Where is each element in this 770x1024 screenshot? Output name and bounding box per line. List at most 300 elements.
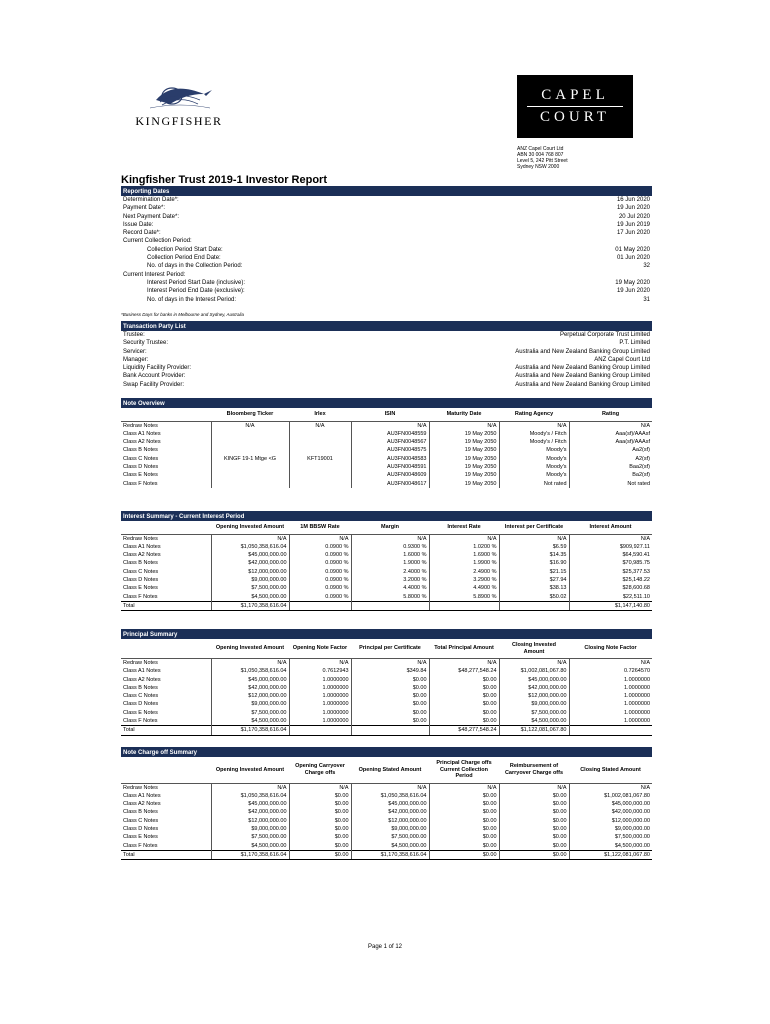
note-overview-table [121, 408, 652, 488]
column-header: Opening Carryover Charge offs [295, 763, 345, 776]
row-label: Class A2 Notes [123, 552, 161, 559]
table-cell: 0.0900 % [289, 559, 351, 567]
table-cell: 0.9300 % [351, 543, 429, 551]
row-label: Redraw Notes [121, 659, 211, 668]
column-header: 1M BBSW Rate [300, 524, 340, 530]
table-row [121, 709, 652, 717]
table-cell: 0.0900 % [289, 551, 351, 559]
table-cell: 1.0000000 [289, 676, 351, 684]
table-row [121, 684, 652, 692]
table-cell [211, 438, 289, 446]
column-header [121, 408, 211, 421]
table-cell: Aaa(sf)/AAAsf [569, 438, 652, 446]
chargeoff-summary-table [121, 757, 652, 860]
reporting-dates-section [121, 186, 652, 304]
kv-row [121, 296, 652, 304]
table-cell: 1.6900 % [429, 551, 499, 559]
table-cell: $6.59 [499, 543, 569, 551]
table-cell: 3.2000 % [351, 576, 429, 584]
table-row [121, 659, 652, 668]
kv-label: Issue Date: [123, 221, 154, 228]
table-cell: $9,000,000.00 [211, 576, 289, 584]
table-cell: $0.00 [499, 808, 569, 816]
table-cell: 19 May 2050 [429, 430, 499, 438]
business-days-note: *Business Days for banks in Melbourne and Sydney, Australia [121, 312, 245, 317]
table-cell: $45,000,000.00 [211, 800, 289, 808]
table-cell: $0.00 [289, 800, 351, 808]
table-cell: 4.4000 % [351, 584, 429, 592]
table-cell: 5.8900 % [429, 593, 499, 602]
table-cell: $1,170,358,616.04 [351, 850, 429, 859]
table-cell: N/A [429, 783, 499, 792]
table-cell: $64,590.41 [569, 551, 652, 559]
table-cell: N/A [429, 659, 499, 668]
kv-row [121, 331, 652, 339]
table-cell: $0.00 [429, 833, 499, 841]
row-label: Class B Notes [123, 809, 158, 816]
table-cell: N/A [569, 783, 652, 792]
column-header: Closing Stated Amount [580, 766, 641, 773]
table-cell: N/A [429, 421, 499, 430]
column-header: Closing Note Factor [584, 645, 637, 652]
table-cell: $7,500,000.00 [499, 709, 569, 717]
table-cell: $12,000,000.00 [569, 817, 652, 825]
column-header: Closing Invested Amount [511, 642, 556, 655]
table-cell: 0.0900 % [289, 576, 351, 584]
table-cell: $12,000,000.00 [211, 568, 289, 576]
column-header [121, 521, 211, 534]
row-label: Redraw Notes [121, 534, 211, 543]
kv-value: Australia and New Zealand Banking Group Limited [515, 365, 650, 372]
address-line: Sydney NSW 2000 [517, 164, 560, 170]
table-cell: N/A [289, 659, 351, 668]
table-cell: AU3FN0048617 [351, 480, 429, 488]
table-cell: $0.00 [289, 842, 351, 851]
table-cell: $0.00 [429, 684, 499, 692]
kv-label: Swap Facility Provider: [123, 381, 185, 388]
address-line: Level 5, 242 Pitt Street [517, 158, 568, 164]
table-cell: N/A [351, 659, 429, 668]
table-row [121, 576, 652, 584]
page-number: Page 1 of 12 [367, 944, 403, 950]
table-cell: $4,500,000.00 [211, 717, 289, 726]
table-cell: N/A [569, 534, 652, 543]
table-cell: $1,002,081,067.80 [569, 792, 652, 800]
table-cell: $0.00 [351, 684, 429, 692]
table-cell: $1,050,358,616.04 [211, 667, 289, 675]
table-cell: $0.00 [429, 792, 499, 800]
table-cell: 4.4900 % [429, 584, 499, 592]
table-cell: AU3FN0048575 [351, 446, 429, 454]
table-cell: AU3FN0048609 [351, 471, 429, 479]
table-row [121, 430, 652, 438]
table-cell: 1.0000000 [289, 692, 351, 700]
table-header-row [121, 639, 652, 659]
table-cell: $45,000,000.00 [211, 551, 289, 559]
table-row [121, 543, 652, 551]
table-cell: A2(sf) [569, 455, 652, 463]
kv-label: Current Interest Period: [123, 271, 186, 278]
table-cell: AU3FN0048559 [351, 430, 429, 438]
table-row [121, 825, 652, 833]
table-cell: 1.0000000 [569, 709, 652, 717]
kv-row [121, 356, 652, 364]
section-header: Principal Summary [121, 631, 652, 639]
interest-summary-section [121, 511, 652, 611]
table-cell: 0.0900 % [289, 543, 351, 551]
table-cell: 0.0900 % [289, 593, 351, 602]
kv-row [121, 348, 652, 356]
row-label: Class C Notes [123, 817, 159, 824]
kv-value: 19 Jun 2020 [616, 288, 650, 295]
table-row [121, 800, 652, 808]
transaction-party-section [121, 321, 652, 389]
table-cell: $1,170,358,616.04 [211, 850, 289, 859]
table-cell: $0.00 [499, 800, 569, 808]
kv-row [121, 287, 652, 295]
kv-row [121, 381, 652, 389]
table-row [121, 676, 652, 684]
table-cell: 0.0900 % [289, 584, 351, 592]
table-cell: 0.7612943 [289, 667, 351, 675]
kv-label: Payment Date*: [123, 205, 166, 212]
kv-value: 19 May 2020 [615, 279, 650, 286]
kv-label: No. of days in the Interest Period: [147, 296, 237, 303]
table-cell: $7,500,000.00 [211, 833, 289, 841]
table-cell: $25,148.22 [569, 576, 652, 584]
kv-label: No. of days in the Collection Period: [147, 263, 243, 270]
kv-row [121, 339, 652, 347]
table-cell [211, 480, 289, 488]
section-header: Transaction Party List [121, 323, 652, 331]
column-header: Rating [601, 411, 620, 417]
capel-logo-rule [527, 106, 623, 107]
column-header: Opening Invested Amount [215, 524, 285, 530]
row-label: Redraw Notes [121, 783, 211, 792]
column-header: Total Principal Amount [434, 645, 494, 652]
row-label: Total [121, 726, 211, 735]
row-label: Class E Notes [123, 834, 158, 841]
table-row [121, 480, 652, 488]
table-cell: $7,500,000.00 [211, 584, 289, 592]
table-cell: Ba2(sf) [569, 471, 652, 479]
table-cell: N/A [351, 534, 429, 543]
table-row [121, 584, 652, 592]
table-cell: N/A [499, 421, 569, 430]
table-cell: $0.00 [429, 808, 499, 816]
column-header: Maturity Date [446, 411, 482, 417]
table-cell: $0.00 [429, 800, 499, 808]
kv-value: Perpetual Corporate Trust Limited [559, 332, 650, 338]
row-label: Class C Notes [123, 693, 159, 700]
row-label: Class A2 Notes [123, 439, 161, 446]
kv-row [121, 271, 652, 279]
table-cell: $349.84 [351, 667, 429, 675]
kv-label: Bank Account Provider: [123, 373, 186, 380]
kv-label: Current Collection Period: [123, 238, 192, 245]
row-label: Class A1 Notes [123, 792, 161, 799]
row-label: Class D Notes [123, 825, 159, 832]
table-cell: 1.9900 % [429, 559, 499, 567]
kv-row [121, 246, 652, 254]
table-cell: $14.35 [499, 551, 569, 559]
table-cell [289, 601, 351, 610]
row-label: Class D Notes [123, 701, 159, 708]
principal-summary-section [121, 629, 652, 736]
table-cell: $50.02 [499, 593, 569, 602]
table-row [121, 692, 652, 700]
table-cell: 1.0000000 [569, 684, 652, 692]
table-cell: $9,000,000.00 [499, 700, 569, 708]
table-cell [211, 430, 289, 438]
table-row [121, 463, 652, 471]
table-cell: N/A [211, 783, 289, 792]
table-cell: $1,050,358,616.04 [351, 792, 429, 800]
table-cell: Moody's / Fitch [499, 430, 569, 438]
row-label: Class A2 Notes [123, 676, 161, 683]
kv-row [121, 262, 652, 270]
table-cell: N/A [499, 534, 569, 543]
kv-value: 16 Jun 2020 [616, 197, 650, 203]
table-header-row [121, 757, 652, 783]
table-header-row [121, 408, 652, 421]
table-cell: N/A [289, 421, 351, 430]
section-header: Reporting Dates [121, 188, 652, 196]
table-row [121, 421, 652, 430]
table-cell: 2.4900 % [429, 568, 499, 576]
table-cell [289, 726, 351, 735]
column-header: Margin [380, 524, 400, 530]
table-cell: $42,000,000.00 [211, 559, 289, 567]
kv-row [121, 196, 652, 204]
column-header: Irlex [314, 411, 326, 417]
table-cell [289, 430, 351, 438]
row-label: Class D Notes [123, 576, 159, 583]
table-cell: $42,000,000.00 [211, 808, 289, 816]
table-cell: $22,511.10 [569, 593, 652, 602]
table-cell: KINGF 19-1 Mtge <G [211, 455, 289, 463]
table-cell: $0.00 [289, 792, 351, 800]
table-cell: N/A [351, 421, 429, 430]
table-cell: $27.94 [499, 576, 569, 584]
table-cell: $70,985.75 [569, 559, 652, 567]
table-cell: AU3FN0048591 [351, 463, 429, 471]
table-cell: $0.00 [289, 817, 351, 825]
table-cell: Not rated [499, 480, 569, 488]
table-cell: 0.7264570 [569, 667, 652, 675]
kv-value: Australia and New Zealand Banking Group Limited [515, 381, 650, 388]
table-cell: $9,000,000.00 [569, 825, 652, 833]
table-cell: 2.4000 % [351, 568, 429, 576]
kv-row [121, 204, 652, 212]
table-cell: $0.00 [429, 842, 499, 851]
table-cell: 19 May 2050 [429, 463, 499, 471]
column-header: Opening Invested Amount [215, 766, 285, 773]
table-cell: $1,122,081,067.80 [569, 850, 652, 859]
section-header: Interest Summary - Current Interest Period [121, 513, 652, 521]
row-label: Class B Notes [123, 447, 158, 454]
table-row [121, 817, 652, 825]
table-cell: 1.0000000 [289, 709, 351, 717]
table-cell: $42,000,000.00 [569, 808, 652, 816]
table-cell: $1,122,081,067.80 [499, 726, 569, 735]
kv-label: Manager: [123, 356, 149, 363]
table-cell: $0.00 [499, 825, 569, 833]
kv-value: P.T. Limited [619, 340, 650, 347]
table-cell [289, 471, 351, 479]
table-cell: N/A [499, 783, 569, 792]
table-cell: $25,377.53 [569, 568, 652, 576]
report-title: Kingfisher Trust 2019-1 Investor Report [121, 174, 327, 186]
kv-value: ANZ Capel Court Ltd [594, 356, 650, 363]
table-cell: 19 May 2050 [429, 480, 499, 488]
column-header: Interest Rate [447, 524, 481, 530]
kv-value: Australia and New Zealand Banking Group Limited [515, 373, 650, 380]
table-cell: $21.15 [499, 568, 569, 576]
kv-label: Collection Period Start Date: [147, 246, 223, 253]
table-row [121, 455, 652, 463]
column-header: Bloomberg Ticker [226, 411, 274, 417]
kv-label: Interest Period End Date (exclusive): [147, 288, 245, 295]
table-cell: $0.00 [429, 817, 499, 825]
table-cell: Moody's [499, 446, 569, 454]
kv-value: 17 Jun 2020 [616, 230, 650, 237]
column-header: Rating Agency [514, 411, 554, 417]
table-cell: N/A [569, 421, 652, 430]
table-cell: N/A [429, 534, 499, 543]
kv-row [121, 221, 652, 229]
table-cell [351, 601, 429, 610]
row-label: Class F Notes [123, 718, 158, 725]
column-header: Principal per Certificate [359, 645, 421, 652]
table-cell [289, 463, 351, 471]
table-row [121, 667, 652, 675]
table-cell: 1.9000 % [351, 559, 429, 567]
table-cell: $4,500,000.00 [499, 717, 569, 726]
row-label: Class F Notes [123, 842, 158, 849]
table-cell: $16.90 [499, 559, 569, 567]
row-label: Total [121, 601, 211, 610]
kv-label: Trustee: [123, 332, 145, 338]
table-cell: $42,000,000.00 [351, 808, 429, 816]
table-cell: 1.0000000 [569, 676, 652, 684]
table-cell: $0.00 [499, 817, 569, 825]
table-row [121, 833, 652, 841]
principal-summary-table [121, 639, 652, 736]
table-cell: $12,000,000.00 [351, 817, 429, 825]
kv-row [121, 237, 652, 245]
table-cell: $0.00 [351, 717, 429, 726]
row-label: Total [121, 850, 211, 859]
table-cell [289, 480, 351, 488]
table-cell: $45,000,000.00 [351, 800, 429, 808]
table-cell: 1.0000000 [289, 684, 351, 692]
table-cell: $4,500,000.00 [569, 842, 652, 851]
chargeoff-summary-section [121, 747, 652, 860]
table-cell: 1.0200 % [429, 543, 499, 551]
kv-row [121, 254, 652, 262]
row-label: Class C Notes [123, 455, 159, 462]
table-cell: $0.00 [429, 692, 499, 700]
table-cell: $1,002,081,067.80 [499, 667, 569, 675]
table-cell: N/A [499, 659, 569, 668]
row-label: Class A2 Notes [123, 801, 161, 808]
table-cell [569, 726, 652, 735]
table-cell: 1.0000000 [569, 717, 652, 726]
table-cell: 19 May 2050 [429, 471, 499, 479]
table-cell: $7,500,000.00 [351, 833, 429, 841]
table-cell: N/A [289, 534, 351, 543]
total-row [121, 850, 652, 859]
address-line: ANZ Capel Court Ltd [517, 146, 564, 152]
column-header: Opening Invested Amount [215, 645, 285, 652]
kv-value: 01 May 2020 [615, 246, 650, 253]
table-cell [211, 471, 289, 479]
table-cell: $1,170,358,616.04 [211, 726, 289, 735]
kingfisher-wordmark: KINGFISHER [135, 114, 223, 128]
table-cell [289, 446, 351, 454]
table-cell: $0.00 [429, 676, 499, 684]
table-cell: N/A [289, 783, 351, 792]
table-cell: 19 May 2050 [429, 446, 499, 454]
table-cell: $45,000,000.00 [499, 676, 569, 684]
table-cell: $45,000,000.00 [211, 676, 289, 684]
table-cell: 19 May 2050 [429, 438, 499, 446]
table-cell [351, 726, 429, 735]
table-cell: AU3FN0048567 [351, 438, 429, 446]
table-cell: $4,500,000.00 [351, 842, 429, 851]
table-cell: $42,000,000.00 [499, 684, 569, 692]
reporting-dates-list [121, 196, 652, 304]
table-cell: $42,000,000.00 [211, 684, 289, 692]
table-cell: $0.00 [429, 850, 499, 859]
kv-label: Servicer: [123, 348, 147, 355]
table-cell: $7,500,000.00 [211, 709, 289, 717]
kv-value: 20 Jul 2020 [618, 213, 650, 220]
table-cell [211, 446, 289, 454]
table-cell [499, 601, 569, 610]
table-row [121, 568, 652, 576]
table-row [121, 559, 652, 567]
kv-label: Collection Period End Date: [147, 255, 221, 262]
table-cell: N/A [211, 534, 289, 543]
table-cell: 0.0900 % [289, 568, 351, 576]
table-row [121, 446, 652, 454]
table-cell: N/A [351, 783, 429, 792]
kv-value: 31 [643, 296, 650, 303]
table-cell: Moody's [499, 455, 569, 463]
table-cell: $9,000,000.00 [351, 825, 429, 833]
table-cell: $0.00 [429, 825, 499, 833]
table-cell: $909,927.11 [569, 543, 652, 551]
table-cell: 3.2900 % [429, 576, 499, 584]
column-header: Interest Amount [589, 524, 632, 530]
row-label: Class E Notes [123, 472, 158, 479]
table-row [121, 551, 652, 559]
section-header: Note Overview [121, 400, 652, 408]
row-label: Class A1 Notes [123, 668, 161, 675]
table-cell: KFT19001 [289, 455, 351, 463]
table-cell: $4,500,000.00 [211, 842, 289, 851]
row-label: Redraw Notes [121, 421, 211, 430]
row-label: Class B Notes [123, 684, 158, 691]
table-cell: $12,000,000.00 [211, 692, 289, 700]
table-row [121, 717, 652, 726]
table-cell: $12,000,000.00 [211, 817, 289, 825]
table-cell: $0.00 [499, 850, 569, 859]
table-cell: $4,500,000.00 [211, 593, 289, 602]
kv-row [121, 364, 652, 372]
